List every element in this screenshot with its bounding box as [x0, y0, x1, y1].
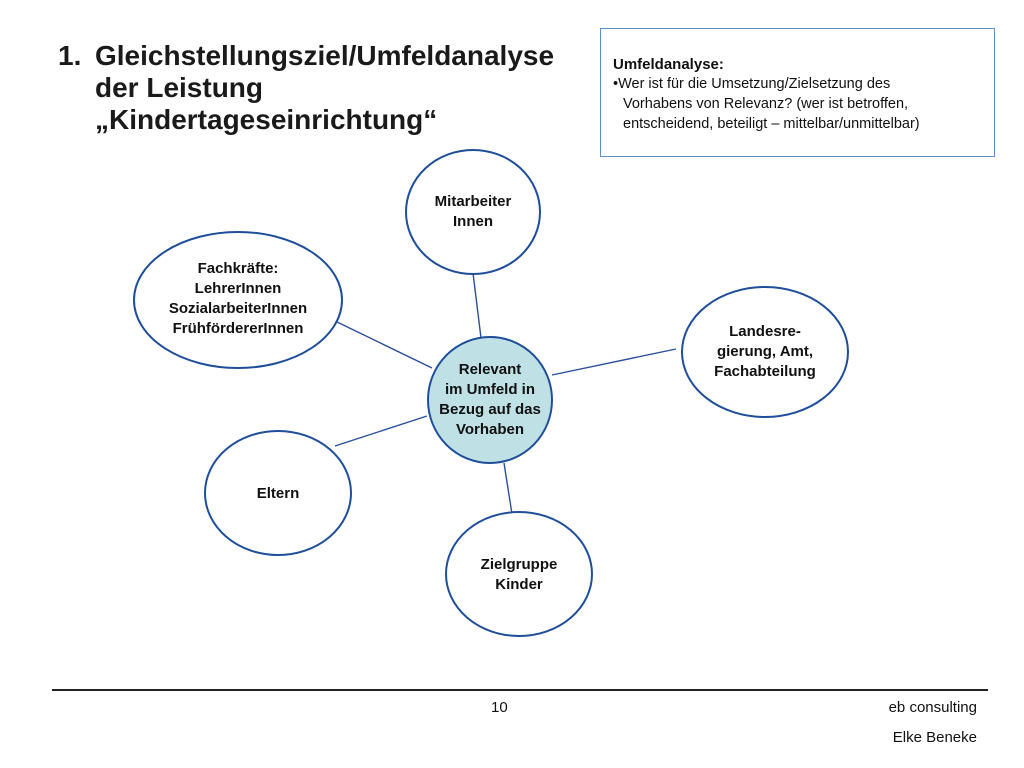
node-zielgruppe-label: Zielgruppe Kinder — [480, 556, 558, 593]
info-box-line-3: entscheidend, beteiligt – mittelbar/unmittelbar) — [623, 116, 920, 132]
title-line-1: Gleichstellungsziel/Umfeldanalyse — [95, 40, 555, 71]
footer-divider — [52, 689, 988, 691]
title-line-2: der Leistung — [95, 72, 264, 103]
info-box-heading: Umfeldanalyse: — [613, 56, 724, 73]
node-fachkraefte-label: Fachkräfte: LehrerInnen SozialarbeiterInnen FrühfördererInnen — [168, 260, 308, 337]
info-box-line-2: Vorhabens von Relevanz? (wer ist betroffen, — [623, 96, 909, 112]
connector-mitarbeiter — [473, 273, 481, 338]
title-line-3: „Kindertageseinrichtung“ — [95, 104, 438, 135]
page-number: 10 — [491, 699, 508, 716]
title-number: 1. — [58, 40, 82, 71]
center-node-label: Relevant im Umfeld in Bezug auf das Vorhaben — [439, 361, 541, 438]
node-landesregierung-label: Landesre- gierung, Amt, Fachabteilung — [714, 323, 816, 380]
connector-zielgruppe — [504, 463, 512, 514]
node-eltern-label: Eltern — [256, 485, 300, 502]
connector-eltern — [335, 416, 427, 446]
connector-fachkraefte — [335, 321, 432, 368]
footer-company: eb consulting — [888, 699, 977, 716]
node-mitarbeiter-label: Mitarbeiter Innen — [434, 193, 512, 230]
footer-author: Elke Beneke — [892, 729, 977, 746]
connector-landesregierung — [552, 349, 676, 375]
info-box-line-1: •Wer ist für die Umsetzung/Zielsetzung des — [613, 76, 891, 92]
